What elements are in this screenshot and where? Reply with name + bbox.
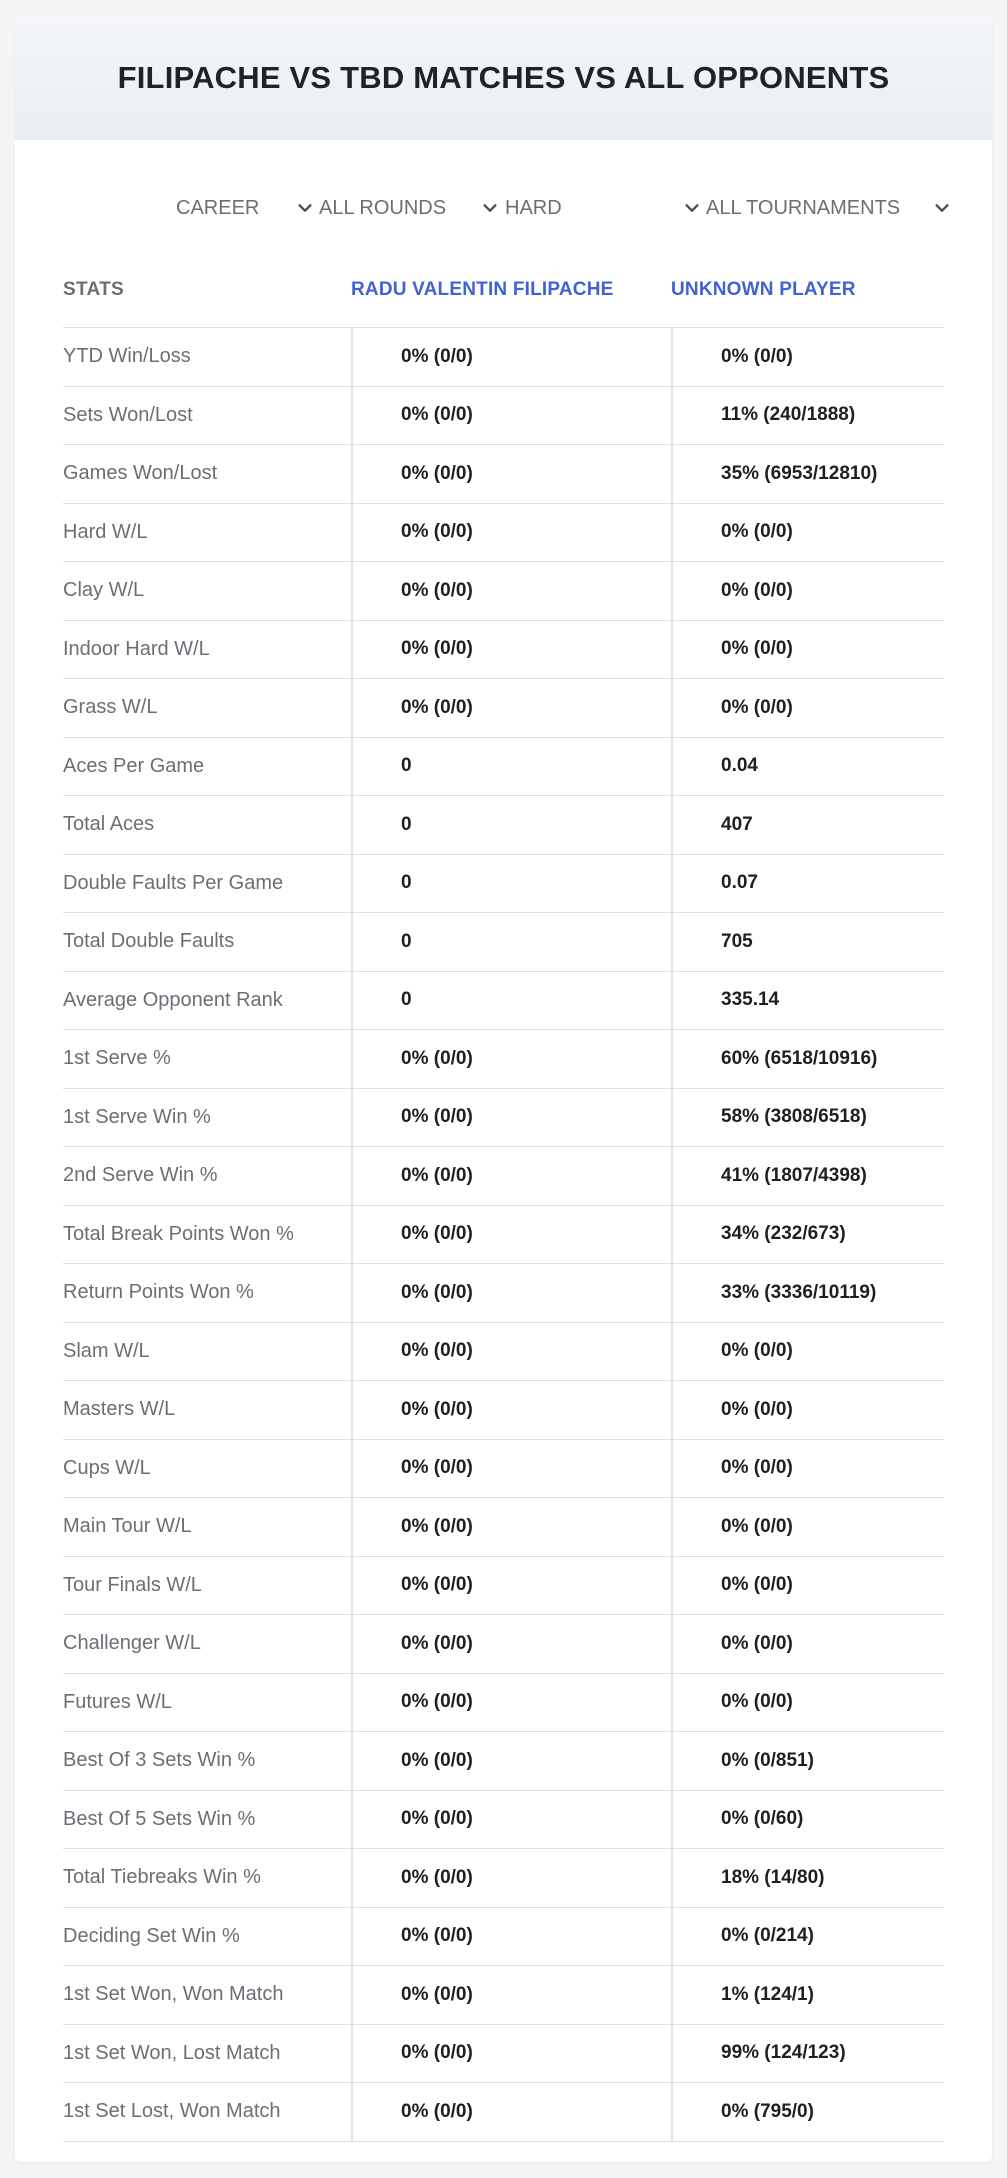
- card-header: [15, 16, 992, 140]
- table-row: [63, 855, 944, 914]
- player1-stat-value: 0% (0/0): [351, 1498, 671, 1556]
- stat-label: Clay W/L: [63, 579, 145, 602]
- chevron-down-icon: [481, 199, 499, 217]
- player1-stat-value: 0% (0/0): [351, 2025, 671, 2083]
- player2-stat-value: 1% (124/1): [671, 1966, 944, 2024]
- table-row: [63, 2025, 944, 2084]
- player1-stat-value: 0% (0/0): [351, 2083, 671, 2141]
- stat-label: Main Tour W/L: [63, 1515, 192, 1538]
- player1-stat-value: 0: [351, 796, 671, 854]
- player1-stat-value: 0% (0/0): [351, 1615, 671, 1673]
- stat-label: Challenger W/L: [63, 1632, 201, 1655]
- stat-label: Best Of 5 Sets Win %: [63, 1807, 256, 1830]
- stat-label: Double Faults Per Game: [63, 871, 284, 894]
- player2-stat-value: 407: [671, 796, 944, 854]
- table-row: [63, 972, 944, 1031]
- table-row: [63, 562, 944, 621]
- player2-stat-value: 99% (124/123): [671, 2025, 944, 2083]
- player2-stat-value: 0% (0/0): [671, 679, 944, 737]
- player2-stat-value: 58% (3808/6518): [671, 1089, 944, 1147]
- chevron-down-icon: [296, 199, 314, 217]
- stat-label: 1st Set Lost, Won Match: [63, 2100, 281, 2123]
- table-row: [63, 1674, 944, 1733]
- player2-stat-value: 0% (0/0): [671, 1323, 944, 1381]
- stat-label: 2nd Serve Win %: [63, 1164, 218, 1187]
- table-row: [63, 1557, 944, 1616]
- stat-label: Total Break Points Won %: [63, 1222, 294, 1245]
- player2-stat-value: 0% (0/0): [671, 328, 944, 386]
- table-row: [63, 1966, 944, 2025]
- table-row: [63, 1089, 944, 1148]
- stat-label: Cups W/L: [63, 1456, 151, 1479]
- player2-stat-value: 335.14: [671, 972, 944, 1030]
- filter-bar: [15, 188, 992, 228]
- table-row: [63, 796, 944, 855]
- table-header: [63, 252, 944, 328]
- tournaments-filter-select[interactable]: [706, 188, 951, 228]
- player2-stat-value: 0.07: [671, 855, 944, 913]
- player1-stat-value: 0% (0/0): [351, 328, 671, 386]
- player1-stat-value: 0: [351, 855, 671, 913]
- player1-stat-value: 0% (0/0): [351, 1966, 671, 2024]
- stat-label: YTD Win/Loss: [63, 345, 191, 368]
- filter-value: CAREER: [176, 196, 260, 219]
- player1-stat-value: 0: [351, 972, 671, 1030]
- player2-stat-value: 0% (0/0): [671, 504, 944, 562]
- stat-label: Indoor Hard W/L: [63, 637, 210, 660]
- player1-stat-value: 0% (0/0): [351, 1791, 671, 1849]
- stat-label: 1st Serve Win %: [63, 1105, 211, 1128]
- stat-label: Deciding Set Win %: [63, 1924, 240, 1947]
- player1-name-link[interactable]: RADU VALENTIN FILIPACHE: [351, 278, 614, 300]
- stats-card: [15, 16, 992, 2162]
- stat-label: Hard W/L: [63, 520, 148, 543]
- stats-column-header: STATS: [63, 278, 124, 300]
- player2-stat-value: 0% (0/0): [671, 1557, 944, 1615]
- player2-stat-value: 0.04: [671, 738, 944, 796]
- player1-stat-value: 0% (0/0): [351, 1381, 671, 1439]
- player1-stat-value: 0% (0/0): [351, 1089, 671, 1147]
- player2-stat-value: 0% (0/0): [671, 1498, 944, 1556]
- table-row: [63, 387, 944, 446]
- player1-stat-value: 0: [351, 738, 671, 796]
- player1-stat-value: 0: [351, 913, 671, 971]
- player2-stat-value: 0% (795/0): [671, 2083, 944, 2141]
- player2-stat-value: 705: [671, 913, 944, 971]
- player2-stat-value: 0% (0/851): [671, 1732, 944, 1790]
- table-row: [63, 738, 944, 797]
- filter-value: ALL TOURNAMENTS: [706, 196, 901, 219]
- stat-label: Total Double Faults: [63, 930, 235, 953]
- table-row: [63, 1030, 944, 1089]
- stat-label: 1st Serve %: [63, 1047, 171, 1070]
- table-row: [63, 2083, 944, 2142]
- stat-label: Sets Won/Lost: [63, 403, 193, 426]
- chevron-down-icon: [933, 199, 951, 217]
- stat-label: Return Points Won %: [63, 1281, 254, 1304]
- player1-stat-value: 0% (0/0): [351, 1440, 671, 1498]
- player2-stat-value: 33% (3336/10119): [671, 1264, 944, 1322]
- stat-label: Slam W/L: [63, 1339, 150, 1362]
- player1-stat-value: 0% (0/0): [351, 562, 671, 620]
- player2-stat-value: 60% (6518/10916): [671, 1030, 944, 1088]
- player2-stat-value: 35% (6953/12810): [671, 445, 944, 503]
- table-row: [63, 913, 944, 972]
- player2-stat-value: 0% (0/214): [671, 1908, 944, 1966]
- stat-label: Total Aces: [63, 813, 155, 836]
- player2-stat-value: 0% (0/0): [671, 1440, 944, 1498]
- table-row: [63, 679, 944, 738]
- table-row: [63, 504, 944, 563]
- player2-stat-value: 41% (1807/4398): [671, 1147, 944, 1205]
- player1-stat-value: 0% (0/0): [351, 387, 671, 445]
- page-title: FILIPACHE VS TBD MATCHES VS ALL OPPONENTS: [117, 60, 890, 95]
- table-row: [63, 621, 944, 680]
- stat-label: Average Opponent Rank: [63, 988, 283, 1011]
- player1-stat-value: 0% (0/0): [351, 1147, 671, 1205]
- player1-stat-value: 0% (0/0): [351, 504, 671, 562]
- table-row: [63, 1381, 944, 1440]
- chevron-down-icon: [683, 199, 701, 217]
- stat-label: Best Of 3 Sets Win %: [63, 1749, 256, 1772]
- filter-value: HARD: [505, 196, 562, 219]
- table-row: [63, 1849, 944, 1908]
- player2-stat-value: 0% (0/0): [671, 1381, 944, 1439]
- player2-stat-value: 0% (0/0): [671, 621, 944, 679]
- player2-stat-value: 34% (232/673): [671, 1206, 944, 1264]
- player1-stat-value: 0% (0/0): [351, 1674, 671, 1732]
- filter-value: ALL ROUNDS: [319, 196, 447, 219]
- table-row: [63, 445, 944, 504]
- player2-name-link[interactable]: UNKNOWN PLAYER: [671, 278, 856, 300]
- table-body: [63, 328, 944, 2142]
- table-row: [63, 1440, 944, 1499]
- player1-stat-value: 0% (0/0): [351, 1732, 671, 1790]
- player1-stat-value: 0% (0/0): [351, 1206, 671, 1264]
- player1-stat-value: 0% (0/0): [351, 1908, 671, 1966]
- stat-label: Aces Per Game: [63, 754, 205, 777]
- stat-label: Masters W/L: [63, 1398, 176, 1421]
- surface-filter-select[interactable]: [505, 188, 701, 228]
- player1-stat-value: 0% (0/0): [351, 1030, 671, 1088]
- player2-stat-value: 0% (0/0): [671, 1674, 944, 1732]
- table-row: [63, 1264, 944, 1323]
- player1-stat-value: 0% (0/0): [351, 1849, 671, 1907]
- table-row: [63, 1147, 944, 1206]
- stat-label: 1st Set Won, Lost Match: [63, 2041, 281, 2064]
- player1-stat-value: 0% (0/0): [351, 445, 671, 503]
- table-row: [63, 1323, 944, 1382]
- table-row: [63, 1791, 944, 1850]
- player2-stat-value: 0% (0/0): [671, 1615, 944, 1673]
- table-row: [63, 1615, 944, 1674]
- player1-stat-value: 0% (0/0): [351, 1323, 671, 1381]
- player2-stat-value: 0% (0/0): [671, 562, 944, 620]
- player1-stat-value: 0% (0/0): [351, 621, 671, 679]
- stat-label: Grass W/L: [63, 696, 158, 719]
- player2-stat-value: 18% (14/80): [671, 1849, 944, 1907]
- rounds-filter-select[interactable]: [319, 188, 499, 228]
- table-row: [63, 1732, 944, 1791]
- stats-table: [63, 252, 944, 2142]
- career-filter-select[interactable]: [176, 188, 314, 228]
- stat-label: Tour Finals W/L: [63, 1573, 202, 1596]
- player2-stat-value: 11% (240/1888): [671, 387, 944, 445]
- table-row: [63, 1206, 944, 1265]
- stat-label: Games Won/Lost: [63, 462, 218, 485]
- player1-stat-value: 0% (0/0): [351, 1557, 671, 1615]
- stat-label: 1st Set Won, Won Match: [63, 1983, 284, 2006]
- table-row: [63, 1498, 944, 1557]
- player1-stat-value: 0% (0/0): [351, 1264, 671, 1322]
- player1-stat-value: 0% (0/0): [351, 679, 671, 737]
- stat-label: Futures W/L: [63, 1690, 172, 1713]
- table-row: [63, 1908, 944, 1967]
- player2-stat-value: 0% (0/60): [671, 1791, 944, 1849]
- table-row: [63, 328, 944, 387]
- stat-label: Total Tiebreaks Win %: [63, 1866, 261, 1889]
